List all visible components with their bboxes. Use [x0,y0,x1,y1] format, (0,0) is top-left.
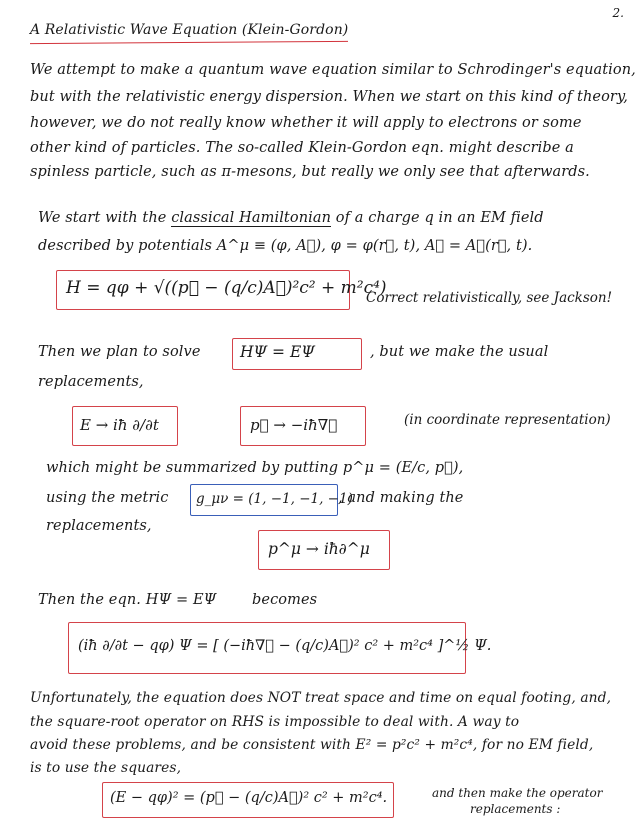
hamiltonian-note: Correct relativistically, see Jackson! [366,290,613,306]
becomes-prefix: Then the eqn. HΨ = EΨ [38,592,217,608]
para1-line5: spinless particle, such as π-mesons, but really we only see that afterwards. [30,164,590,180]
becomes-suffix: becomes [252,592,318,608]
energy-replacement: E → iħ ∂/∂t [80,416,159,434]
para3-line3: avoid these problems, and be consistent with E² = p²c² + m²c⁴, for no EM field, [30,737,594,753]
para3-line2: the square-root operator on RHS is impossible to deal with. A way to [30,714,520,730]
para1-line1: We attempt to make a quantum wave equation similar to Schrodinger's equation, [30,62,636,78]
metric-equation: g_μν = (1, −1, −1, −1) [196,491,353,507]
classical-hamiltonian-link: classical Hamiltonian [171,210,332,226]
title-underline [30,41,348,44]
para3-line1: Unfortunately, the equation does NOT treat space and time on equal footing, and, [30,690,612,706]
summary-line1: which might be summarized by putting p^μ = (E/c, p⃗), [46,460,464,476]
page-title: A Relativistic Wave Equation (Klein-Gordon) [30,22,349,38]
summary-line2-prefix: using the metric [46,490,169,506]
covariant-replacement: p^μ → iħ∂^μ [268,540,370,558]
final-note-line2: replacements : [470,802,561,816]
para1-line2: but with the relativistic energy dispersion. When we start on this kind of theory, [30,89,629,105]
final-note-line1: and then make the operator [432,786,603,800]
para2-line2: described by potentials A^μ ≡ (φ, A⃗), φ = φ(r⃗, t), A⃗ = A⃗(r⃗, t). [38,238,533,254]
page-number: 2. [612,6,624,20]
para1-line3: however, we do not really know whether it will apply to electrons or some [30,115,582,131]
hamiltonian-equation: H = qφ + √((p⃗ − (q/c)A⃗)²c² + m²c⁴) [66,278,387,298]
plan-suffix: , but we make the usual [370,344,549,360]
sqrt-equation: (iħ ∂/∂t − qφ) Ψ = [ (−iħ∇⃗ − (q/c)A⃗)² c² + m²c⁴ ]^½ Ψ. [78,638,492,654]
summary-line2-suffix: , and making the [338,490,464,506]
para3-line4: is to use the squares, [30,760,182,776]
plan-line2: replacements, [38,374,144,390]
para2-suffix: of a charge q in an EM field [335,210,544,226]
momentum-replacement: p⃗ → −iħ∇⃗ [250,416,338,434]
para2-prefix: We start with the [38,210,167,226]
para2-line1 [38,210,544,226]
schrodinger-equation: HΨ = EΨ [240,343,315,361]
coordinate-note: (in coordinate representation) [404,412,611,428]
squared-equation: (E − qφ)² = (p⃗ − (q/c)A⃗)² c² + m²c⁴. [110,790,388,806]
para1-line4: other kind of particles. The so-called Klein-Gordon eqn. might describe a [30,140,574,156]
plan-prefix: Then we plan to solve [38,344,201,360]
summary-line3: replacements, [46,518,152,534]
